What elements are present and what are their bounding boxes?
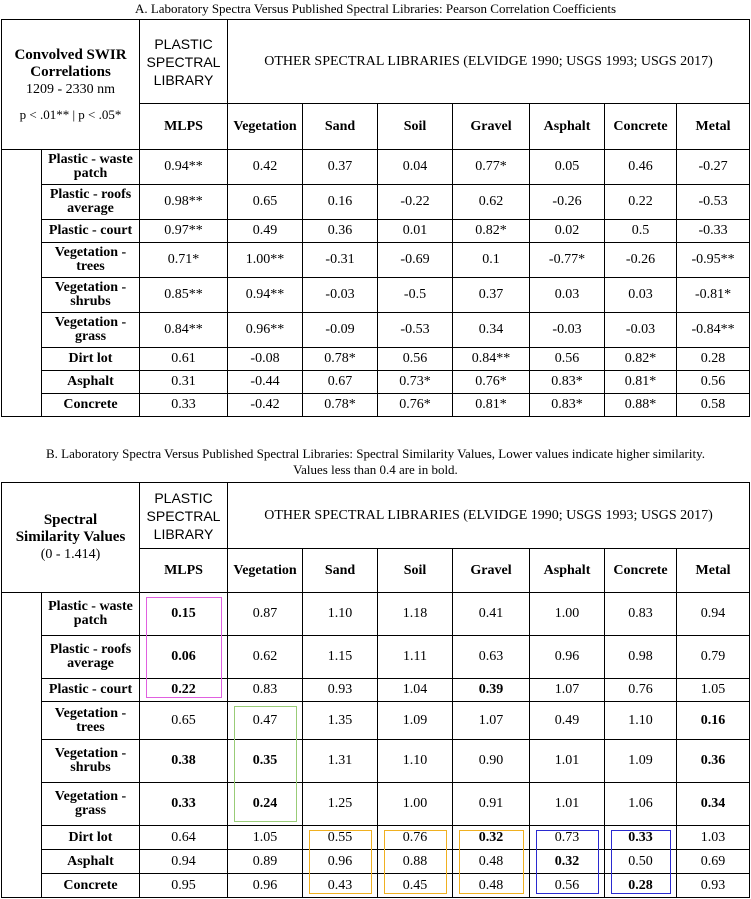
cell-mlps: 0.85** bbox=[140, 278, 228, 313]
row-label: Vegetation - grass bbox=[42, 313, 140, 348]
cell-soil: -0.5 bbox=[378, 278, 453, 313]
row-label: Plastic - court bbox=[42, 220, 140, 243]
table-row bbox=[2, 740, 750, 783]
cell-concrete: 0.22 bbox=[605, 185, 677, 220]
table-a-title-1: Convolved SWIR bbox=[14, 46, 127, 63]
cell-soil: -0.22 bbox=[378, 185, 453, 220]
cell-metal: -0.81* bbox=[677, 278, 750, 313]
cell-sand: 1.10 bbox=[303, 593, 378, 636]
cell-soil: 1.10 bbox=[378, 740, 453, 783]
column-header-vegetation: Vegetation bbox=[228, 104, 303, 150]
table-row bbox=[2, 348, 750, 371]
table-b-range: (0 - 1.414) bbox=[40, 547, 101, 562]
cell-metal: 0.58 bbox=[677, 394, 750, 417]
row-label: Vegetation - trees bbox=[42, 702, 140, 740]
column-header-concrete: Concrete bbox=[605, 104, 677, 150]
table-row bbox=[2, 394, 750, 417]
cell-asphalt: 1.00 bbox=[530, 593, 605, 636]
cell-soil: 0.56 bbox=[378, 348, 453, 371]
cell-gravel: 0.63 bbox=[453, 636, 530, 679]
cell-metal: 0.94 bbox=[677, 593, 750, 636]
cell-asphalt: 0.49 bbox=[530, 702, 605, 740]
cell-sand: 0.43 bbox=[303, 874, 378, 898]
cell-mlps: 0.95 bbox=[140, 874, 228, 898]
row-label: Vegetation - grass bbox=[42, 783, 140, 826]
row-label: Plastic - roofs average bbox=[42, 636, 140, 679]
cell-vegetation: -0.42 bbox=[228, 394, 303, 417]
cell-vegetation: 0.65 bbox=[228, 185, 303, 220]
cell-asphalt: 0.05 bbox=[530, 150, 605, 185]
cell-metal: 0.28 bbox=[677, 348, 750, 371]
table-b-other-libraries-header: OTHER SPECTRAL LIBRARIES (ELVIDGE 1990; USGS 1993; USGS 2017) bbox=[228, 483, 750, 549]
cell-sand: 0.36 bbox=[303, 220, 378, 243]
cell-vegetation: 0.35 bbox=[228, 740, 303, 783]
cell-mlps: 0.94** bbox=[140, 150, 228, 185]
cell-metal: 0.34 bbox=[677, 783, 750, 826]
cell-soil: 0.45 bbox=[378, 874, 453, 898]
cell-soil: 1.00 bbox=[378, 783, 453, 826]
cell-gravel: 0.48 bbox=[453, 850, 530, 874]
cell-concrete: 0.28 bbox=[605, 874, 677, 898]
cell-soil: 1.11 bbox=[378, 636, 453, 679]
cell-concrete: -0.26 bbox=[605, 243, 677, 278]
cell-metal: 1.03 bbox=[677, 826, 750, 850]
cell-gravel: 0.76* bbox=[453, 371, 530, 394]
cell-gravel: 0.48 bbox=[453, 874, 530, 898]
column-header-vegetation: Vegetation bbox=[228, 549, 303, 593]
table-row bbox=[2, 679, 750, 702]
column-header-metal: Metal bbox=[677, 104, 750, 150]
cell-metal: 0.69 bbox=[677, 850, 750, 874]
cell-soil: 0.01 bbox=[378, 220, 453, 243]
cell-mlps: 0.61 bbox=[140, 348, 228, 371]
cell-gravel: 0.82* bbox=[453, 220, 530, 243]
table-row bbox=[2, 850, 750, 874]
cell-gravel: 0.90 bbox=[453, 740, 530, 783]
cell-asphalt: 1.01 bbox=[530, 740, 605, 783]
cell-mlps: 0.15 bbox=[140, 593, 228, 636]
table-row bbox=[2, 220, 750, 243]
cell-mlps: 0.33 bbox=[140, 394, 228, 417]
table-row bbox=[2, 636, 750, 679]
cell-gravel: 1.07 bbox=[453, 702, 530, 740]
table-row bbox=[2, 593, 750, 636]
cell-asphalt: -0.03 bbox=[530, 313, 605, 348]
column-header-mlps: MLPS bbox=[140, 549, 228, 593]
cell-soil: 1.09 bbox=[378, 702, 453, 740]
cell-mlps: 0.38 bbox=[140, 740, 228, 783]
table-a-plastic-library-header: PLASTIC SPECTRAL LIBRARY bbox=[140, 20, 228, 104]
table-b-caption bbox=[0, 446, 751, 478]
cell-sand: 0.16 bbox=[303, 185, 378, 220]
cell-mlps: 0.97** bbox=[140, 220, 228, 243]
cell-metal: -0.95** bbox=[677, 243, 750, 278]
column-header-concrete: Concrete bbox=[605, 549, 677, 593]
cell-asphalt: 0.32 bbox=[530, 850, 605, 874]
table-a-significance: p < .01** | p < .05* bbox=[19, 106, 122, 122]
column-header-gravel: Gravel bbox=[453, 549, 530, 593]
row-label: Plastic - court bbox=[42, 679, 140, 702]
cell-vegetation: 0.87 bbox=[228, 593, 303, 636]
cell-soil: 1.18 bbox=[378, 593, 453, 636]
cell-soil: 0.88 bbox=[378, 850, 453, 874]
side-label bbox=[2, 593, 42, 898]
cell-mlps: 0.33 bbox=[140, 783, 228, 826]
cell-asphalt: 0.83* bbox=[530, 394, 605, 417]
cell-mlps: 0.65 bbox=[140, 702, 228, 740]
cell-soil: 0.76 bbox=[378, 826, 453, 850]
row-label: Concrete bbox=[42, 874, 140, 898]
cell-asphalt: 1.07 bbox=[530, 679, 605, 702]
row-label: Plastic - waste patch bbox=[42, 150, 140, 185]
table-b-corner-header bbox=[2, 483, 140, 593]
cell-vegetation: 0.62 bbox=[228, 636, 303, 679]
column-header-metal: Metal bbox=[677, 549, 750, 593]
cell-metal: -0.53 bbox=[677, 185, 750, 220]
cell-asphalt: 1.01 bbox=[530, 783, 605, 826]
cell-gravel: 0.39 bbox=[453, 679, 530, 702]
cell-vegetation: 0.47 bbox=[228, 702, 303, 740]
cell-gravel: 0.62 bbox=[453, 185, 530, 220]
cell-sand: 1.31 bbox=[303, 740, 378, 783]
cell-sand: -0.03 bbox=[303, 278, 378, 313]
cell-metal: 0.93 bbox=[677, 874, 750, 898]
table-b-plastic-library-header: PLASTIC SPECTRAL LIBRARY bbox=[140, 483, 228, 549]
cell-sand: 0.55 bbox=[303, 826, 378, 850]
cell-asphalt: 0.02 bbox=[530, 220, 605, 243]
cell-metal: 0.79 bbox=[677, 636, 750, 679]
cell-vegetation: 0.89 bbox=[228, 850, 303, 874]
cell-metal: 0.56 bbox=[677, 371, 750, 394]
table-row bbox=[2, 278, 750, 313]
cell-metal: -0.84** bbox=[677, 313, 750, 348]
table-b-title-2: Similarity Values bbox=[15, 529, 126, 545]
cell-mlps: 0.64 bbox=[140, 826, 228, 850]
table-a-corner-header bbox=[2, 20, 140, 150]
row-label: Vegetation - trees bbox=[42, 243, 140, 278]
row-label: Dirt lot bbox=[42, 826, 140, 850]
cell-gravel: 0.32 bbox=[453, 826, 530, 850]
cell-gravel: 0.81* bbox=[453, 394, 530, 417]
similarity-table bbox=[1, 482, 750, 898]
table-row bbox=[2, 702, 750, 740]
column-header-asphalt: Asphalt bbox=[530, 549, 605, 593]
table-b-title-1: Spectral bbox=[43, 512, 98, 528]
cell-vegetation: -0.44 bbox=[228, 371, 303, 394]
cell-mlps: 0.71* bbox=[140, 243, 228, 278]
cell-vegetation: -0.08 bbox=[228, 348, 303, 371]
cell-sand: -0.31 bbox=[303, 243, 378, 278]
cell-vegetation: 1.00** bbox=[228, 243, 303, 278]
side-label bbox=[2, 150, 42, 417]
cell-asphalt: 0.56 bbox=[530, 348, 605, 371]
table-row bbox=[2, 783, 750, 826]
correlation-table bbox=[1, 19, 750, 417]
cell-concrete: 0.5 bbox=[605, 220, 677, 243]
column-header-soil: Soil bbox=[378, 549, 453, 593]
cell-metal: -0.33 bbox=[677, 220, 750, 243]
cell-sand: 0.37 bbox=[303, 150, 378, 185]
cell-sand: 0.93 bbox=[303, 679, 378, 702]
cell-vegetation: 0.24 bbox=[228, 783, 303, 826]
table-a-title-2: Correlations bbox=[30, 63, 111, 80]
cell-asphalt: 0.03 bbox=[530, 278, 605, 313]
cell-mlps: 0.94 bbox=[140, 850, 228, 874]
cell-soil: 0.76* bbox=[378, 394, 453, 417]
cell-metal: -0.27 bbox=[677, 150, 750, 185]
cell-soil: 0.04 bbox=[378, 150, 453, 185]
cell-concrete: 0.81* bbox=[605, 371, 677, 394]
row-label: Concrete bbox=[42, 394, 140, 417]
cell-concrete: 0.50 bbox=[605, 850, 677, 874]
table-row bbox=[2, 874, 750, 898]
cell-asphalt: -0.77* bbox=[530, 243, 605, 278]
cell-concrete: 0.83 bbox=[605, 593, 677, 636]
cell-gravel: 0.84** bbox=[453, 348, 530, 371]
cell-vegetation: 0.83 bbox=[228, 679, 303, 702]
row-label: Vegetation - shrubs bbox=[42, 278, 140, 313]
cell-concrete: 0.82* bbox=[605, 348, 677, 371]
cell-gravel: 0.1 bbox=[453, 243, 530, 278]
cell-concrete: 0.46 bbox=[605, 150, 677, 185]
table-row bbox=[2, 371, 750, 394]
cell-gravel: 0.41 bbox=[453, 593, 530, 636]
table-b-caption-line-1: B. Laboratory Spectra Versus Published Spectral Libraries: Spectral Similarity Values, Lower values indicate higher similarity. bbox=[46, 446, 705, 461]
cell-concrete: 0.33 bbox=[605, 826, 677, 850]
table-row bbox=[2, 150, 750, 185]
cell-sand: 1.15 bbox=[303, 636, 378, 679]
cell-metal: 0.16 bbox=[677, 702, 750, 740]
cell-mlps: 0.06 bbox=[140, 636, 228, 679]
cell-soil: 1.04 bbox=[378, 679, 453, 702]
cell-sand: 0.78* bbox=[303, 348, 378, 371]
cell-soil: -0.53 bbox=[378, 313, 453, 348]
cell-soil: -0.69 bbox=[378, 243, 453, 278]
cell-sand: 0.67 bbox=[303, 371, 378, 394]
cell-soil: 0.73* bbox=[378, 371, 453, 394]
cell-vegetation: 0.94** bbox=[228, 278, 303, 313]
cell-sand: 0.78* bbox=[303, 394, 378, 417]
column-header-mlps: MLPS bbox=[140, 104, 228, 150]
cell-concrete: 0.03 bbox=[605, 278, 677, 313]
cell-concrete: -0.03 bbox=[605, 313, 677, 348]
cell-vegetation: 0.49 bbox=[228, 220, 303, 243]
cell-asphalt: 0.83* bbox=[530, 371, 605, 394]
cell-mlps: 0.31 bbox=[140, 371, 228, 394]
table-a-other-libraries-header: OTHER SPECTRAL LIBRARIES (ELVIDGE 1990; USGS 1993; USGS 2017) bbox=[228, 20, 750, 104]
cell-concrete: 0.88* bbox=[605, 394, 677, 417]
cell-concrete: 1.10 bbox=[605, 702, 677, 740]
row-label: Plastic - roofs average bbox=[42, 185, 140, 220]
cell-metal: 1.05 bbox=[677, 679, 750, 702]
cell-concrete: 1.09 bbox=[605, 740, 677, 783]
cell-asphalt: 0.56 bbox=[530, 874, 605, 898]
cell-metal: 0.36 bbox=[677, 740, 750, 783]
cell-concrete: 0.98 bbox=[605, 636, 677, 679]
cell-sand: 1.35 bbox=[303, 702, 378, 740]
cell-gravel: 0.91 bbox=[453, 783, 530, 826]
cell-concrete: 0.76 bbox=[605, 679, 677, 702]
cell-mlps: 0.98** bbox=[140, 185, 228, 220]
row-label: Vegetation - shrubs bbox=[42, 740, 140, 783]
cell-asphalt: -0.26 bbox=[530, 185, 605, 220]
column-header-sand: Sand bbox=[303, 104, 378, 150]
cell-vegetation: 0.96 bbox=[228, 874, 303, 898]
cell-mlps: 0.22 bbox=[140, 679, 228, 702]
row-label: Dirt lot bbox=[42, 348, 140, 371]
cell-asphalt: 0.73 bbox=[530, 826, 605, 850]
row-label: Asphalt bbox=[42, 850, 140, 874]
cell-sand: 1.25 bbox=[303, 783, 378, 826]
cell-vegetation: 0.42 bbox=[228, 150, 303, 185]
table-a-range: 1209 - 2330 nm bbox=[25, 81, 116, 97]
cell-gravel: 0.34 bbox=[453, 313, 530, 348]
table-row bbox=[2, 185, 750, 220]
column-header-soil: Soil bbox=[378, 104, 453, 150]
column-header-sand: Sand bbox=[303, 549, 378, 593]
column-header-gravel: Gravel bbox=[453, 104, 530, 150]
table-row bbox=[2, 313, 750, 348]
cell-sand: 0.96 bbox=[303, 850, 378, 874]
row-label: Plastic - waste patch bbox=[42, 593, 140, 636]
cell-vegetation: 0.96** bbox=[228, 313, 303, 348]
cell-gravel: 0.37 bbox=[453, 278, 530, 313]
cell-vegetation: 1.05 bbox=[228, 826, 303, 850]
table-b-caption-line-2: Values less than 0.4 are in bold. bbox=[293, 462, 458, 477]
table-row bbox=[2, 243, 750, 278]
row-label: Asphalt bbox=[42, 371, 140, 394]
cell-asphalt: 0.96 bbox=[530, 636, 605, 679]
cell-sand: -0.09 bbox=[303, 313, 378, 348]
column-header-asphalt: Asphalt bbox=[530, 104, 605, 150]
table-a-caption: A. Laboratory Spectra Versus Published Spectral Libraries: Pearson Correlation Coefficients bbox=[134, 1, 617, 16]
table-row bbox=[2, 826, 750, 850]
cell-mlps: 0.84** bbox=[140, 313, 228, 348]
cell-concrete: 1.06 bbox=[605, 783, 677, 826]
cell-gravel: 0.77* bbox=[453, 150, 530, 185]
